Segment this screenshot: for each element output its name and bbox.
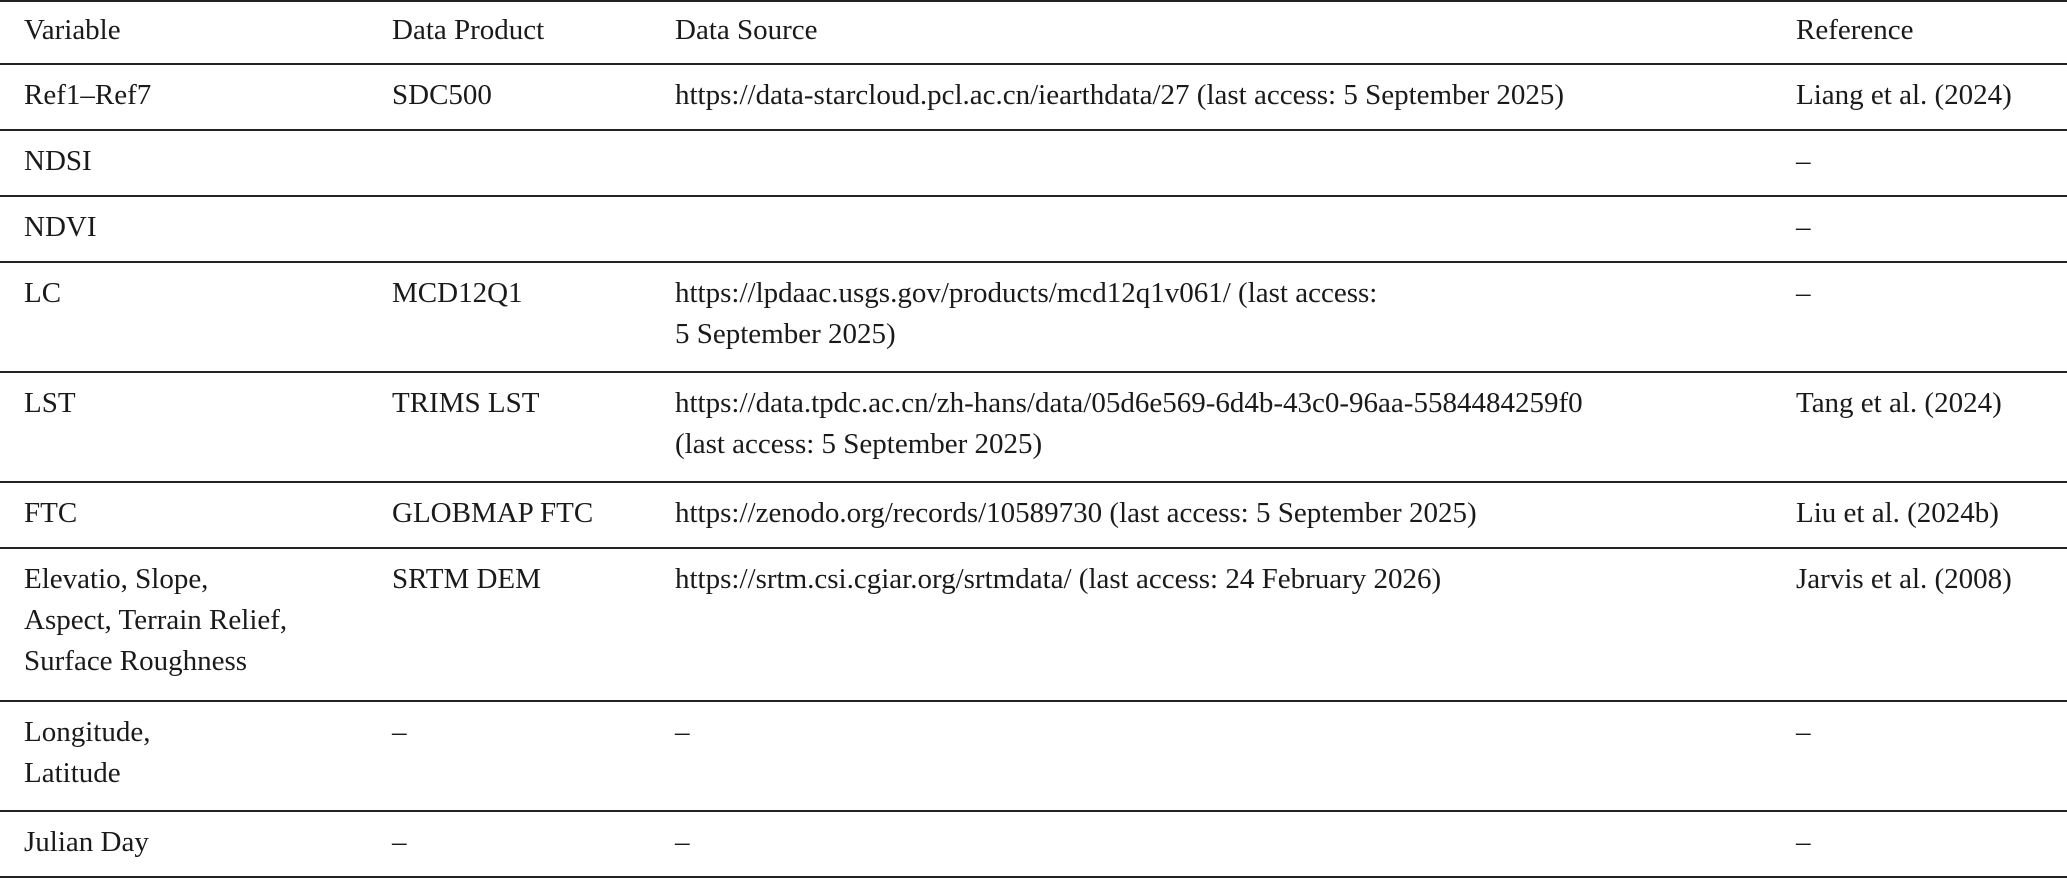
- cell-reference: Tang et al. (2024): [1796, 387, 2002, 419]
- cell-product: –: [392, 716, 407, 748]
- cell-variable: [0, 701, 368, 811]
- table-row: [0, 64, 2067, 130]
- cell-source: [651, 196, 1772, 262]
- header-variable: Variable: [24, 14, 121, 46]
- cell-source: [651, 130, 1772, 196]
- cell-reference: Liu et al. (2024b): [1796, 497, 1999, 529]
- cell-source: –: [675, 826, 690, 858]
- variable-line: Elevatio, Slope,: [24, 563, 209, 595]
- table-row: [0, 701, 2067, 811]
- cell-reference: –: [1796, 211, 1811, 243]
- cell-variable: FTC: [24, 497, 78, 529]
- table-header: [0, 1, 2067, 64]
- table-row: [0, 482, 2067, 548]
- cell-reference: Liang et al. (2024): [1796, 79, 2012, 111]
- cell-product: [368, 130, 651, 196]
- source-line: 5 September 2025): [675, 318, 896, 350]
- header-data-source: Data Source: [675, 14, 818, 46]
- cell-source: https://srtm.csi.cgiar.org/srtmdata/ (last access: 24 February 2026): [675, 563, 1442, 595]
- cell-variable: LST: [24, 387, 76, 419]
- cell-variable: Ref1–Ref7: [24, 79, 152, 111]
- variable-line: Surface Roughness: [24, 645, 248, 677]
- cell-reference: –: [1796, 716, 1811, 748]
- source-line: https://data.tpdc.ac.cn/zh-hans/data/05d6e569-6d4b-43c0-96aa-5584484259f0: [675, 387, 1583, 419]
- cell-source: [651, 372, 1772, 482]
- table-row: [0, 548, 2067, 701]
- cell-reference: –: [1796, 826, 1811, 858]
- cell-product: TRIMS LST: [392, 387, 540, 419]
- cell-variable: LC: [24, 277, 62, 309]
- variable-line: Latitude: [24, 757, 121, 789]
- cell-product: SRTM DEM: [392, 563, 541, 595]
- variable-line: Longitude,: [24, 716, 151, 748]
- cell-product: GLOBMAP FTC: [392, 497, 594, 529]
- header-reference: Reference: [1796, 14, 1914, 46]
- variable-line: Aspect, Terrain Relief,: [24, 604, 288, 636]
- table-row: [0, 372, 2067, 482]
- cell-product: [368, 196, 651, 262]
- table-row: [0, 130, 2067, 196]
- cell-reference: Jarvis et al. (2008): [1796, 563, 2012, 595]
- source-line: (last access: 5 September 2025): [675, 428, 1043, 460]
- cell-reference: –: [1796, 145, 1811, 177]
- cell-variable: [0, 548, 368, 701]
- cell-source: https://data-starcloud.pcl.ac.cn/iearthdata/27 (last access: 5 September 2025): [675, 79, 1565, 111]
- cell-source: –: [675, 716, 690, 748]
- table-row: [0, 262, 2067, 372]
- header-data-product: Data Product: [392, 14, 545, 46]
- source-line: https://lpdaac.usgs.gov/products/mcd12q1v061/ (last access:: [675, 277, 1378, 309]
- cell-source: [651, 262, 1772, 372]
- table-row: [0, 811, 2067, 877]
- cell-reference: –: [1796, 277, 1811, 309]
- table-body: [0, 64, 2067, 877]
- cell-variable: Julian Day: [24, 826, 149, 858]
- cell-product: MCD12Q1: [392, 277, 523, 309]
- cell-product: SDC500: [392, 79, 492, 111]
- table-row: [0, 196, 2067, 262]
- cell-product: –: [392, 826, 407, 858]
- header-row: [0, 1, 2067, 64]
- cell-source: https://zenodo.org/records/10589730 (last access: 5 September 2025): [675, 497, 1477, 529]
- cell-variable: NDSI: [24, 145, 92, 177]
- cell-variable: NDVI: [24, 211, 97, 243]
